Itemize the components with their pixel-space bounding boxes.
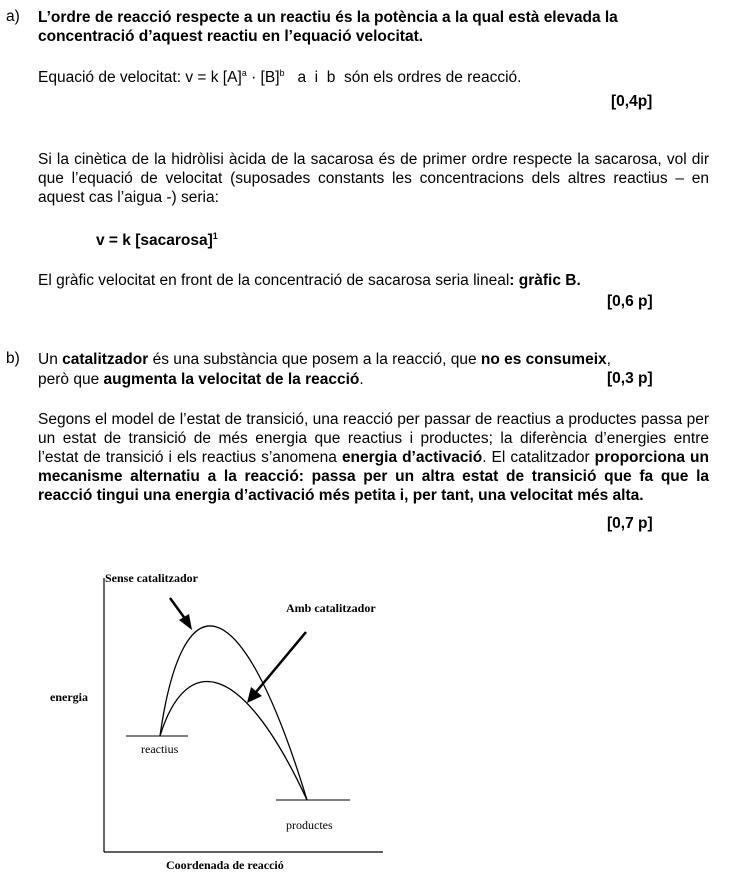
sucrose-rate-formula: v = k [sacarosa]$^1$ bbox=[96, 230, 218, 249]
points-b2: [0,7 p] bbox=[607, 515, 653, 532]
points-b1: [0,3 p] bbox=[607, 370, 653, 387]
sucrose-paragraph: Si la cinètica de la hidròlisi àcida de la sacarosa és de primer ordre respecte la sacarosa, vol dir que l’equació de velocitat (suposades constants les concentracions dels altres reactius – en aquest cas l’aigua -) seria: bbox=[38, 151, 709, 206]
x-axis-label: Coordenada de reacció bbox=[166, 858, 284, 872]
label-reactants: reactius bbox=[141, 742, 179, 756]
arrow-uncatalyzed-shaft bbox=[170, 598, 186, 620]
arrow-catalyzed-shaft bbox=[256, 632, 306, 692]
graph-statement: El gràfic velocitat en front de la concentració de sacarosa seria lineal: gràfic B. bbox=[38, 272, 581, 289]
points-a2: [0,6 p] bbox=[607, 293, 653, 310]
y-axis-label: energia bbox=[50, 690, 88, 704]
catalyzed-curve bbox=[160, 682, 307, 800]
transition-state-paragraph: Segons el model de l’estat de transició, una reacció per passar de reactius a productes passa per un estat de transició de més energia que reactius i productes; la diferència d’energies entre l’estat de transició i els reactius s’anomena energia d’activació. El catalitzador proporciona un mecanisme alternatiu a la reacció: passa per un altra estat de transició que fa que la reacció tingui una energia d’activació més petita i, per tant, una velocitat més alta. bbox=[38, 411, 709, 504]
label-uncatalyzed: Sense catalitzador bbox=[105, 571, 198, 585]
label-catalyzed: Amb catalitzador bbox=[286, 601, 376, 615]
section-b-label: b) bbox=[6, 350, 20, 367]
rate-equation: Equació de velocitat: v = k $[A]^a \cdot [B]^b$ a i b són els ordres de reacció. bbox=[38, 67, 522, 86]
uncatalyzed-curve bbox=[160, 626, 307, 800]
catalyst-definition-line2: però que augmenta la velocitat de la reacció. bbox=[38, 371, 364, 388]
section-a-heading: L’ordre de reacció respecte a un reactiu és la potència a la qual està elevada la concentració d’aquest reactiu en l’equació velocitat. bbox=[38, 9, 618, 45]
catalyst-definition-line1: Un catalitzador és una substància que posem a la reacció, que no es consumeix, bbox=[38, 351, 611, 368]
arrow-uncatalyzed-head-icon bbox=[179, 614, 192, 630]
section-a-label: a) bbox=[6, 8, 20, 25]
label-products: productes bbox=[286, 818, 333, 832]
points-a1: [0,4p] bbox=[611, 93, 653, 110]
